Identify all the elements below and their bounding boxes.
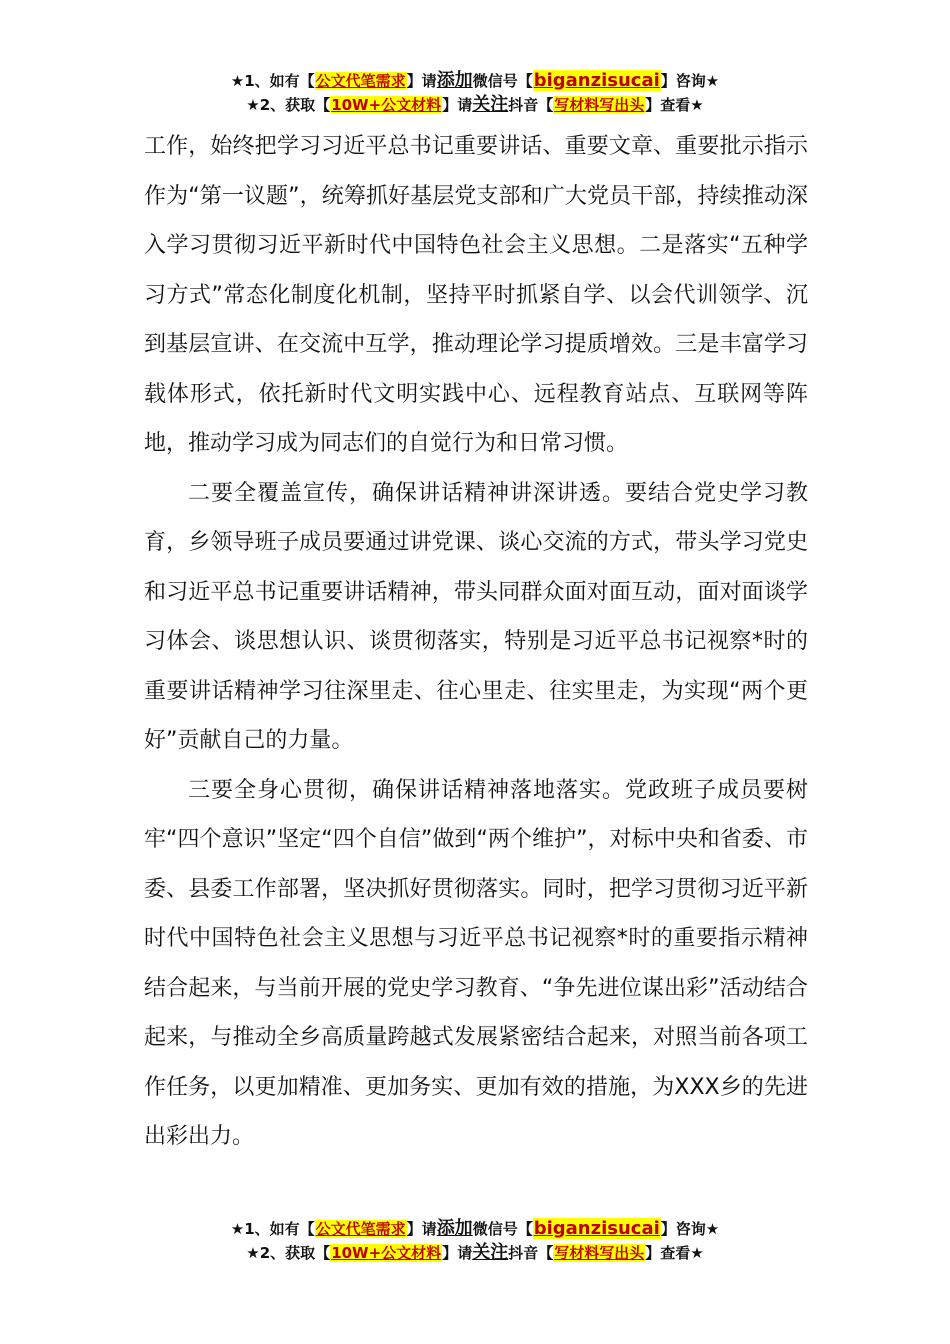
banner-text: 】请 bbox=[406, 72, 437, 90]
banner-text: 微信号【 bbox=[472, 1220, 533, 1238]
highlight-wechat-id: biganzisucai bbox=[533, 70, 660, 91]
highlight-wechat-id: biganzisucai bbox=[533, 1218, 660, 1239]
banner-emphasis: 关注 bbox=[472, 94, 509, 115]
star-icon: ★ bbox=[690, 96, 704, 114]
document-body bbox=[144, 122, 808, 1162]
banner-emphasis: 添加 bbox=[436, 1218, 473, 1239]
highlight-service: 公文代笔需求 bbox=[315, 72, 406, 90]
banner-line-1 bbox=[0, 1217, 950, 1241]
highlight-douyin-id: 写材料写出头 bbox=[554, 1244, 645, 1262]
banner-line-2 bbox=[0, 93, 950, 117]
highlight-materials: 10W+公文材料 bbox=[331, 1244, 442, 1262]
highlight-service: 公文代笔需求 bbox=[315, 1220, 406, 1238]
banner-text: 抖音【 bbox=[508, 1244, 554, 1262]
banner-text: 2、获取【 bbox=[259, 1244, 331, 1262]
star-icon: ★ bbox=[705, 72, 720, 90]
highlight-douyin-id: 写材料写出头 bbox=[554, 96, 645, 114]
star-icon: ★ bbox=[230, 1220, 245, 1238]
star-icon: ★ bbox=[230, 72, 245, 90]
paragraph-continuation: 工作，始终把学习习近平总书记重要讲话、重要文章、重要批示指示作为“第一议题”，统筹抓好基层党支部和广大党员干部，持续推动深入学习贯彻习近平新时代中国特色社会主义思想。二是落实“五种学习方式”常态化制度化机制，坚持平时抓紧自学、以会代训领学、沉到基层宣讲、在交流中互学，推动理论学习提质增效。三是丰富学习载体形式，依托新时代文明实践中心、远程教育站点、互联网等阵地，推动学习成为同志们的自觉行为和日常习惯。 bbox=[144, 134, 808, 456]
banner-line-1 bbox=[0, 69, 950, 93]
banner-emphasis: 添加 bbox=[436, 70, 473, 91]
banner-text: 微信号【 bbox=[472, 72, 533, 90]
header-banner bbox=[0, 69, 950, 117]
star-icon: ★ bbox=[690, 1244, 704, 1262]
banner-text: 2、获取【 bbox=[259, 96, 331, 114]
banner-text: 】查看 bbox=[645, 96, 691, 114]
star-icon: ★ bbox=[246, 1244, 260, 1262]
banner-text: 1、如有【 bbox=[244, 72, 315, 90]
banner-text: 】请 bbox=[442, 1244, 473, 1262]
star-icon: ★ bbox=[705, 1220, 720, 1238]
banner-text: 抖音【 bbox=[508, 96, 554, 114]
banner-line-2 bbox=[0, 1241, 950, 1265]
highlight-materials: 10W+公文材料 bbox=[331, 96, 442, 114]
banner-text: 】咨询 bbox=[660, 1220, 706, 1238]
banner-text: 】请 bbox=[406, 1220, 437, 1238]
paragraph-publicity: 二要全覆盖宣传，确保讲话精神讲深讲透。要结合党史学习教育，乡领导班子成员要通过讲党课、谈心交流的方式，带头学习党史和习近平总书记重要讲话精神，带头同群众面对面互动，面对面谈学习体会、谈思想认识、谈贯彻落实，特别是习近平总书记视察*时的重要讲话精神学习往深里走、往心里走、往实里走，为实现“两个更好”贡献自己的力量。 bbox=[144, 480, 808, 753]
banner-text: 】请 bbox=[442, 96, 473, 114]
star-icon: ★ bbox=[246, 96, 260, 114]
banner-text: 】咨询 bbox=[660, 72, 706, 90]
footer-banner bbox=[0, 1217, 950, 1265]
banner-text: 1、如有【 bbox=[244, 1220, 315, 1238]
paragraph-implementation: 三要全身心贯彻，确保讲话精神落地落实。党政班子成员要树牢“四个意识”坚定“四个自信”做到“两个维护”，对标中央和省委、市委、县委工作部署，坚决抓好贯彻落实。同时，把学习贯彻习近平新时代中国特色社会主义思想与习近平总书记视察*时的重要指示精神结合起来，与当前开展的党史学习教育、“争先进位谋出彩”活动结合起来，与推动全乡高质量跨越式发展紧密结合起来，对照当前各项工作任务，以更加精准、更加务实、更加有效的措施，为XXX乡的先进出彩出力。 bbox=[144, 777, 808, 1149]
banner-emphasis: 关注 bbox=[472, 1242, 509, 1263]
banner-text: 】查看 bbox=[645, 1244, 691, 1262]
